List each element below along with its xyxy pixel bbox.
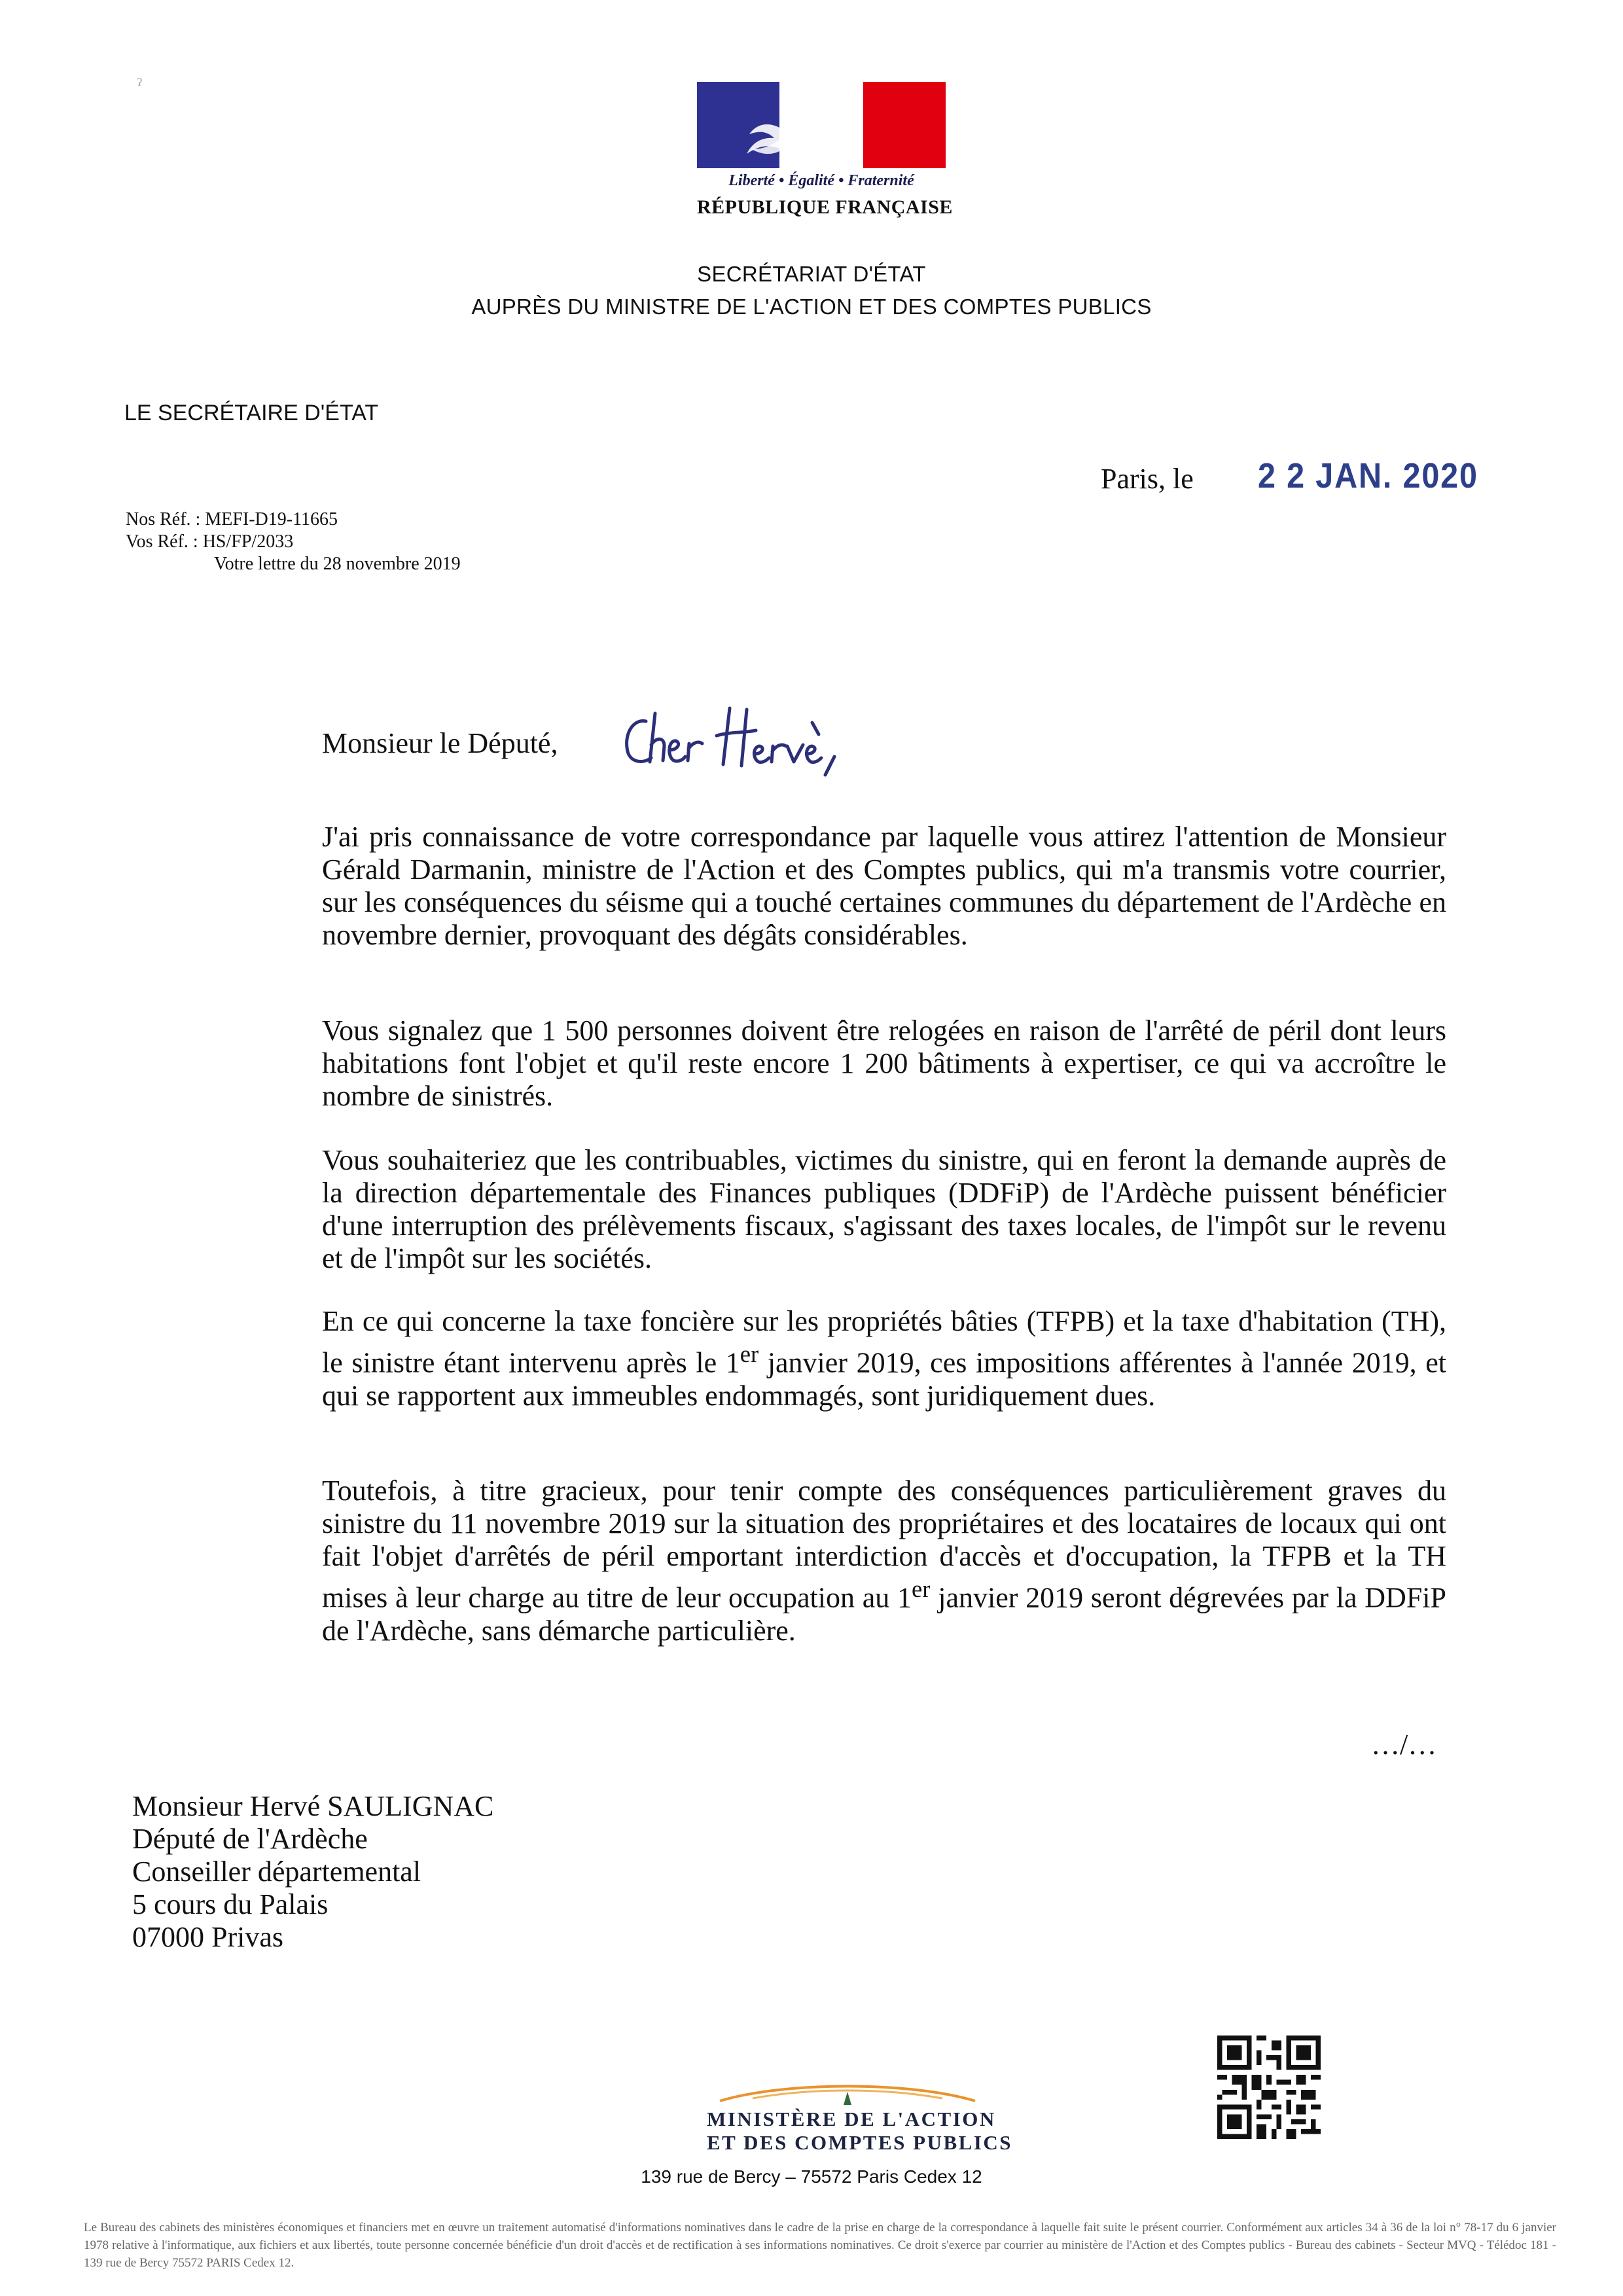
republic-motto: Liberté • Égalité • Fraternité: [728, 172, 914, 189]
date-stamp: 2 2 JAN. 2020: [1258, 456, 1478, 495]
recipient-title: Député de l'Ardèche: [132, 1823, 368, 1855]
your-letter-date: Votre lettre du 28 novembre 2019: [214, 554, 461, 574]
body-paragraph-5: [322, 1475, 1446, 1647]
ordinal-suffix: er: [740, 1340, 759, 1367]
body-paragraph-1: J'ai pris connaissance de votre correspondance par laquelle vous attirez l'attention de Monsieur Gérald Darmanin, ministre de l'Action et des Comptes publics, qui m'a transmis votre courrier, sur les conséquences du séisme qui a touché certaines communes du département de l'Ardèche en novembre dernier, provoquant des dégâts considérables.: [322, 821, 1446, 951]
signatory-title: LE SECRÉTAIRE D'ÉTAT: [124, 401, 379, 425]
continued-marker: …/…: [1371, 1729, 1437, 1761]
organization-line-2: AUPRÈS DU MINISTRE DE L'ACTION ET DES COMPTES PUBLICS: [471, 295, 1152, 319]
ministry-arc-logo-icon: [707, 2075, 988, 2108]
ministry-name-line-1: MINISTÈRE DE L'ACTION: [707, 2108, 996, 2130]
your-reference: Vos Réf. : HS/FP/2033: [126, 531, 294, 552]
handwritten-greeting: [618, 694, 854, 779]
ordinal-suffix: er: [912, 1575, 931, 1602]
body-paragraph-3: Vous souhaiteriez que les contribuables, victimes du sinistre, qui en feront la demande auprès de la direction départementale des Finances publiques (DDFiP) de l'Ardèche puissent bénéficier d'une interruption des prélèvements fiscaux, s'agissant des taxes locales, de l'impôt sur le revenu et de l'impôt sur les sociétés.: [322, 1144, 1446, 1274]
marianne-logo-icon: [697, 82, 946, 168]
organization-line-1: SECRÉTARIAT D'ÉTAT: [697, 262, 926, 286]
body-paragraph-4: [322, 1305, 1446, 1412]
salutation: Monsieur le Député,: [322, 727, 558, 759]
qr-code-icon: [1217, 2036, 1321, 2139]
marianne-logo: [697, 82, 953, 226]
recipient-name: Monsieur Hervé SAULIGNAC: [132, 1790, 494, 1822]
paragraph-4-text-start: En ce qui concerne la taxe foncière sur les propriétés bâties (TFPB) et la taxe d'habitation (TH), le sinistre étant intervenu après le 1: [322, 1305, 1446, 1379]
legal-notice: Le Bureau des cabinets des ministères économiques et financiers met en œuvre un traitement automatisé d'informations nominatives dans le cadre de la prise en charge de la correspondance à laquelle fait suite le présent courrier. Conformément aux articles 34 à 36 de la loi n° 78-17 du 6 janvier 1978 relative à l'informatique, aux fichiers et aux libertés, toute personne concernée bénéficie d'un droit d'accès et de rectification à ses informations nominatives. Ce droit s'exerce par courrier au ministère de l'Action et des Comptes publics - Bureau des cabinets - Secteur MVQ - Télédoc 181 - 139 rue de Bercy 75572 PARIS Cedex 12.: [84, 2221, 1556, 2270]
recipient-role: Conseiller départemental: [132, 1856, 421, 1888]
body-paragraph-2: Vous signalez que 1 500 personnes doivent être relogées en raison de l'arrêté de péril dont leurs habitations font l'objet et qu'il reste encore 1 200 bâtiments à expertiser, ce qui va accroître le nombre de sinistrés.: [322, 1014, 1446, 1112]
dateline-place: Paris, le: [1101, 463, 1194, 495]
recipient-street: 5 cours du Palais: [132, 1888, 329, 1920]
paragraph-5-text-start: Toutefois, à titre gracieux, pour tenir compte des conséquences particulièrement graves du sinistre du 11 novembre 2019 sur la situation des propriétaires et des locataires de locaux qui ont fait l'objet d'arrêtés de péril emportant interdiction d'accès et d'occupation, la TFPB et la TH mises à leur charge au titre de leur occupation au 1: [322, 1475, 1446, 1614]
ministry-name-line-2: ET DES COMPTES PUBLICS: [707, 2131, 1013, 2154]
ministry-logo: [707, 2075, 1013, 2154]
our-reference: Nos Réf. : MEFI-D19-11665: [126, 509, 338, 529]
paragraph-4-text-end: janvier 2019, ces impositions afférentes à l'année 2019, et qui se rapportent aux immeubles endommagés, sont juridiquement dues.: [322, 1346, 1446, 1412]
paragraph-5-text-end: janvier 2019 seront dégrevées par la DDFiP de l'Ardèche, sans démarche particulière.: [322, 1581, 1446, 1647]
recipient-city: 07000 Privas: [132, 1921, 283, 1953]
ministry-address: 139 rue de Bercy – 75572 Paris Cedex 12: [641, 2166, 982, 2187]
republic-name: RÉPUBLIQUE FRANÇAISE: [697, 196, 953, 218]
scan-mark: ˀ: [137, 75, 142, 96]
